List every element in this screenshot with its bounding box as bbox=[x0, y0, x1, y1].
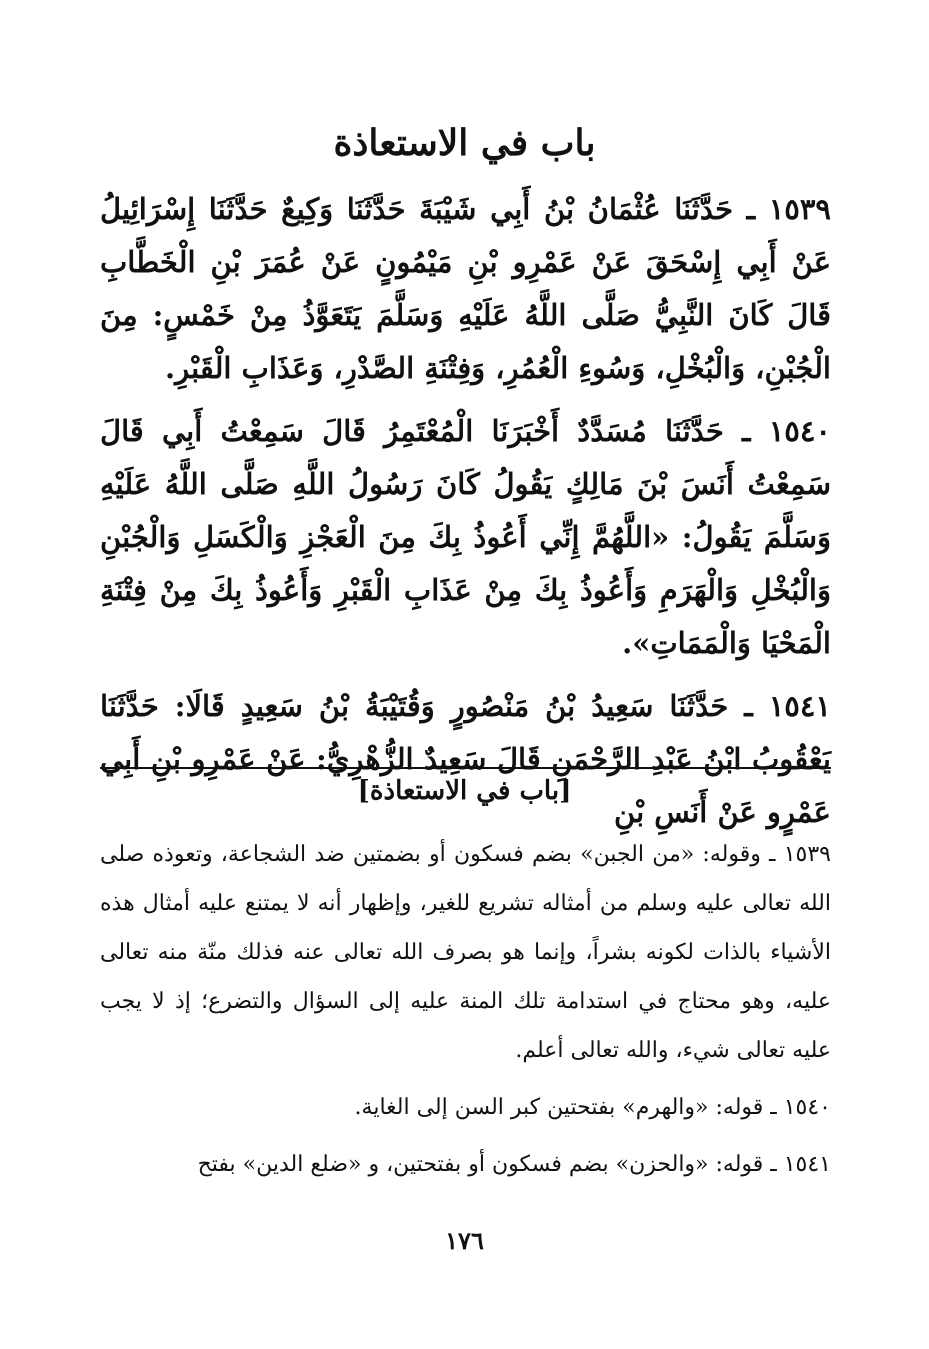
footnote-divider bbox=[100, 767, 831, 769]
commentary-title: [باب في الاستعاذة] bbox=[357, 776, 572, 806]
commentary-paragraph: ١٥٤١ ـ قوله: «والحزن» بضم فسكون أو بفتحتين، و «ضلع الدين» بفتح bbox=[197, 1152, 831, 1177]
commentary-paragraph: ١٥٣٩ ـ وقوله: «من الجبن» بضم فسكون أو بضمتين ضد الشجاعة، وتعوذه صلى الله تعالى عليه وسلم من أمثاله تشريع للغير، وإظهار أنه لا يمتنع عليه أمثال هذه الأشياء بالذات لكونه بشراً، وإنما هو بصرف الله تعالى عنه فذلك منّة منه تعالى عليه، وهو محتاج في استدامة تلك المنة عليه إلى السؤال والتضرع؛ إذ لا يجب عليه تعالى شيء، والله تعالى أعلم. bbox=[100, 842, 831, 1063]
hadith-paragraph: ١٥٤٠ ـ حَدَّثَنَا مُسَدَّدٌ أَخْبَرَنَا الْمُعْتَمِرُ قَالَ سَمِعْتُ أَبِي قَالَ سَمِعْتُ أَنَسَ بْنَ مَالِكٍ يَقُولُ كَانَ رَسُولُ اللَّهِ صَلَّى اللَّهُ عَلَيْهِ وَسَلَّمَ يَقُولُ: «اللَّهُمَّ إِنِّي أَعُوذُ بِكَ مِنَ الْعَجْزِ وَالْكَسَلِ وَالْجُبْنِ وَالْبُخْلِ وَالْهَرَمِ وَأَعُوذُ بِكَ مِنْ عَذَابِ الْقَبْرِ وَأَعُوذُ بِكَ مِنْ فِتْنَةِ الْمَحْيَا وَالْمَمَاتِ». bbox=[100, 414, 831, 660]
hadith-paragraph: ١٥٤١ ـ حَدَّثَنَا سَعِيدُ بْنُ مَنْصُورٍ وَقُتَيْبَةُ بْنُ سَعِيدٍ قَالَا: حَدَّثَنَا يَعْقُوبُ ابْنُ عَبْدِ الرَّحْمَنِ قَالَ سَعِيدٌ الزُّهْرِيُّ: عَنْ عَمْرِو بْنِ أَبِي عَمْرٍو عَنْ أَنَسِ بْنِ bbox=[100, 689, 831, 829]
commentary-block bbox=[100, 830, 831, 1197]
chapter-title: باب في الاستعاذة bbox=[333, 122, 596, 164]
commentary-paragraph: ١٥٤٠ ـ قوله: «والهرم» بفتحتين كبر السن إلى الغاية. bbox=[354, 1095, 831, 1120]
page-number: ١٧٦ bbox=[445, 1226, 484, 1255]
hadith-paragraph: ١٥٣٩ ـ حَدَّثَنَا عُثْمَانُ بْنُ أَبِي شَيْبَةَ حَدَّثَنَا وَكِيعٌ حَدَّثَنَا إِسْرَائِيلُ عَنْ أَبِي إِسْحَقَ عَنْ عَمْرِو بْنِ مَيْمُونٍ عَنْ عُمَرَ بْنِ الْخَطَّابِ قَالَ كَانَ النَّبِيُّ صَلَّى اللَّهُ عَلَيْهِ وَسَلَّمَ يَتَعَوَّذُ مِنْ خَمْسٍ: مِنَ الْجُبْنِ، وَالْبُخْلِ، وَسُوءِ الْعُمُرِ، وَفِتْنَةِ الصَّدْرِ، وَعَذَابِ الْقَبْرِ. bbox=[100, 192, 831, 385]
hadith-text-block bbox=[100, 183, 831, 849]
